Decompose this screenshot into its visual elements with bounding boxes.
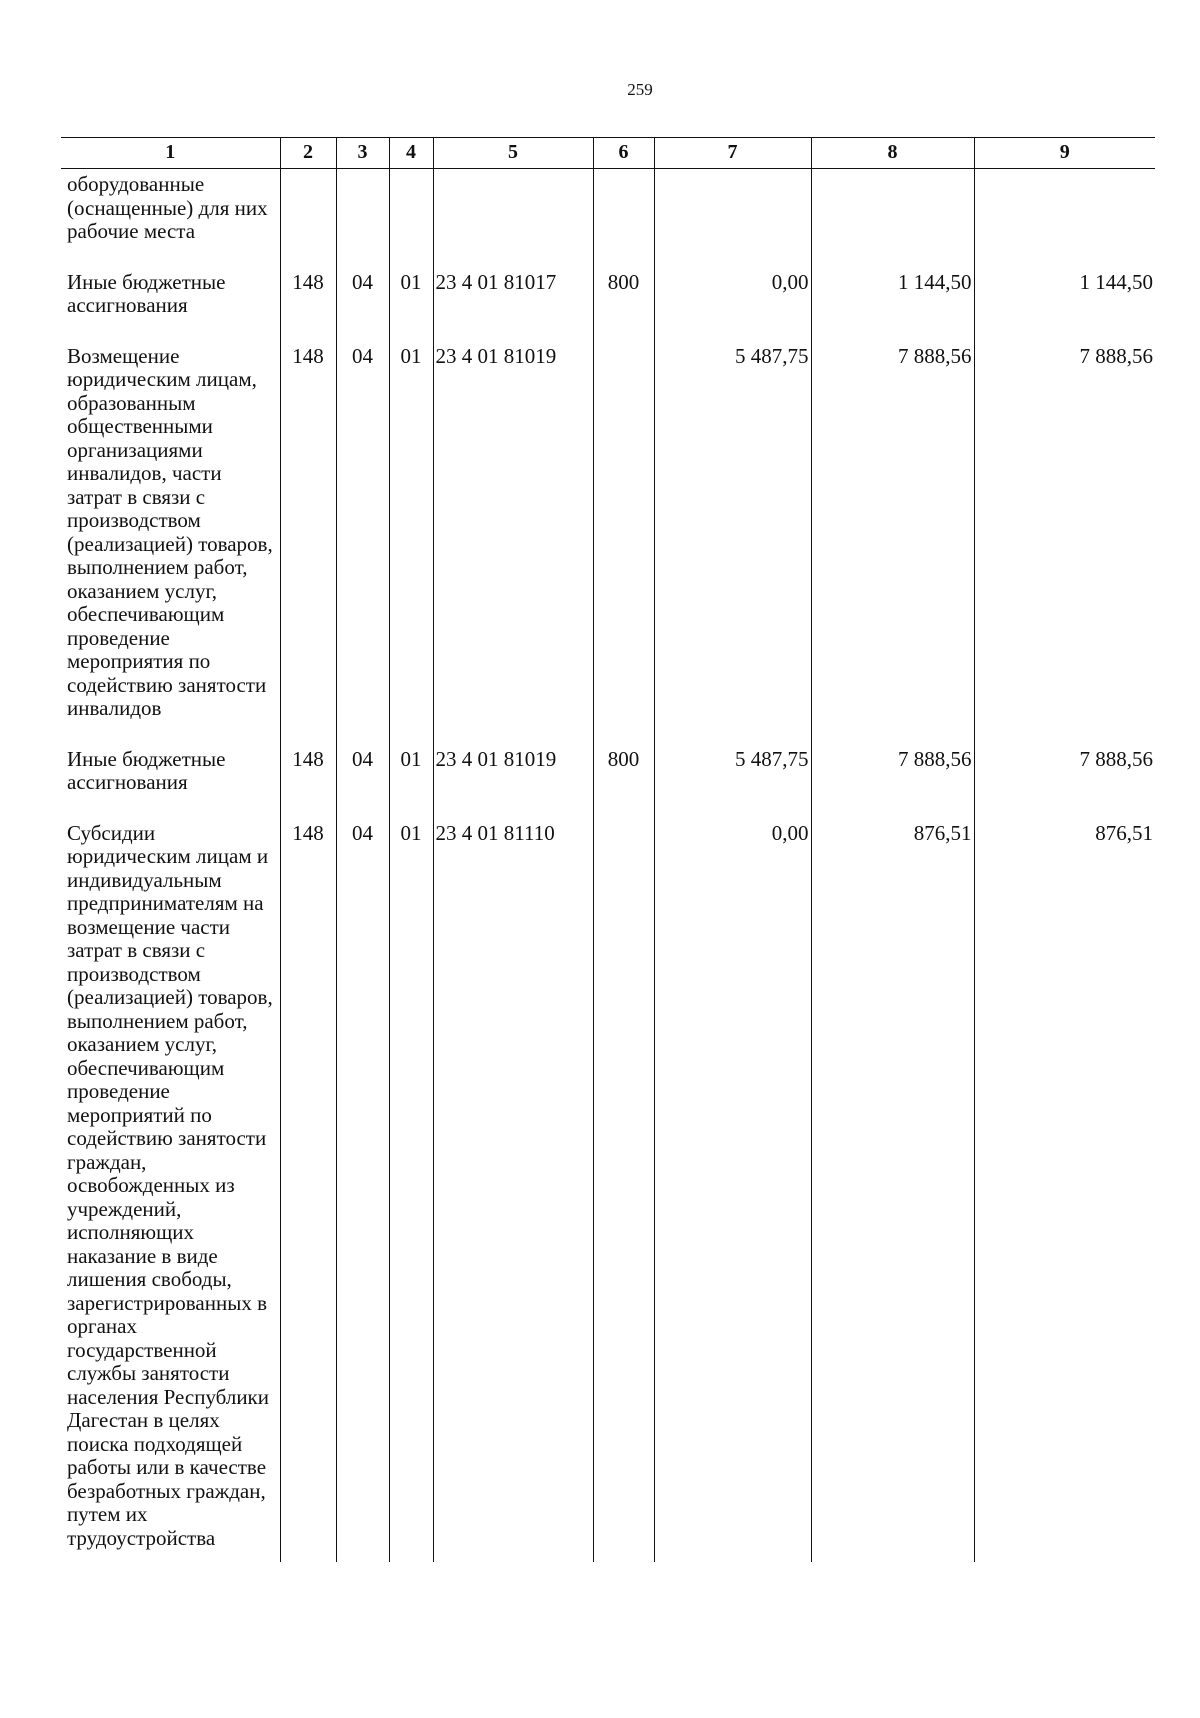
cell-c3: 04 [336, 271, 389, 345]
cell-c8: 876,51 [811, 822, 974, 1563]
column-header: 2 [280, 138, 336, 169]
header-row [61, 138, 1155, 169]
cell-c6 [593, 169, 654, 271]
cell-c6 [593, 822, 654, 1563]
cell-c2: 148 [280, 822, 336, 1563]
cell-c8: 7 888,56 [811, 748, 974, 822]
table-row [61, 345, 1155, 748]
table-row [61, 271, 1155, 345]
cell-c3 [336, 169, 389, 271]
cell-c8 [811, 169, 974, 271]
cell-c2: 148 [280, 345, 336, 748]
cell-c7: 0,00 [654, 822, 811, 1563]
budget-table [61, 137, 1155, 1562]
cell-c4 [389, 169, 433, 271]
row-name: Возмещение юридическим лицам, образованным общественными организациями инвалидов, части затрат в связи с производством (реализацией) товаров, выполнением работ, оказанием услуг, обеспечивающим проведение мероприятия по содействию занятости инвалидов [67, 343, 273, 720]
cell-c8: 7 888,56 [811, 345, 974, 748]
cell-c4: 01 [389, 345, 433, 748]
column-header: 6 [593, 138, 654, 169]
column-header: 5 [433, 138, 593, 169]
cell-c7: 0,00 [654, 271, 811, 345]
page-number: 259 [627, 80, 653, 99]
cell-c9: 876,51 [974, 822, 1155, 1563]
row-name: Субсидии юридическим лицам и индивидуальным предпринимателям на возмещение части затрат в связи с производством (реализацией) товаров, выполнением работ, оказанием услуг, обеспечивающим проведение мероприятий по содействию занятости граждан, освобожденных из учреждений, исполняющих наказание в виде лишения свободы, зарегистрированных в органах государственной службы занятости населения Республики Дагестан в целях поиска подходящей работы или в качестве безработных граждан, путем их трудоустройства [67, 820, 273, 1550]
row-name: Иные бюджетные ассигнования [67, 746, 226, 794]
cell-c6: 800 [593, 271, 654, 345]
cell-c6: 800 [593, 748, 654, 822]
row-name: оборудованные (оснащенные) для них рабочие места [67, 172, 268, 243]
row-name: Иные бюджетные ассигнования [67, 269, 226, 317]
table-row [61, 748, 1155, 822]
cell-c7: 5 487,75 [654, 345, 811, 748]
cell-c9: 7 888,56 [974, 345, 1155, 748]
cell-c9 [974, 169, 1155, 271]
cell-c7: 5 487,75 [654, 748, 811, 822]
table-row [61, 169, 1155, 271]
table-row [61, 822, 1155, 1563]
column-header: 1 [61, 138, 280, 169]
column-header: 9 [974, 138, 1155, 169]
cell-c9: 7 888,56 [974, 748, 1155, 822]
cell-c2: 148 [280, 748, 336, 822]
cell-c4: 01 [389, 822, 433, 1563]
cell-c9: 1 144,50 [974, 271, 1155, 345]
cell-c5: 23 4 01 81017 [433, 271, 593, 345]
cell-c7 [654, 169, 811, 271]
cell-c8: 1 144,50 [811, 271, 974, 345]
cell-c2 [280, 169, 336, 271]
cell-c4: 01 [389, 748, 433, 822]
column-header: 3 [336, 138, 389, 169]
cell-c5: 23 4 01 81019 [433, 345, 593, 748]
cell-c3: 04 [336, 822, 389, 1563]
cell-c3: 04 [336, 345, 389, 748]
cell-c5: 23 4 01 81019 [433, 748, 593, 822]
cell-c5 [433, 169, 593, 271]
column-header: 4 [389, 138, 433, 169]
cell-c5: 23 4 01 81110 [433, 822, 593, 1563]
column-header: 7 [654, 138, 811, 169]
column-header: 8 [811, 138, 974, 169]
cell-c2: 148 [280, 271, 336, 345]
cell-c6 [593, 345, 654, 748]
cell-c4: 01 [389, 271, 433, 345]
cell-c3: 04 [336, 748, 389, 822]
